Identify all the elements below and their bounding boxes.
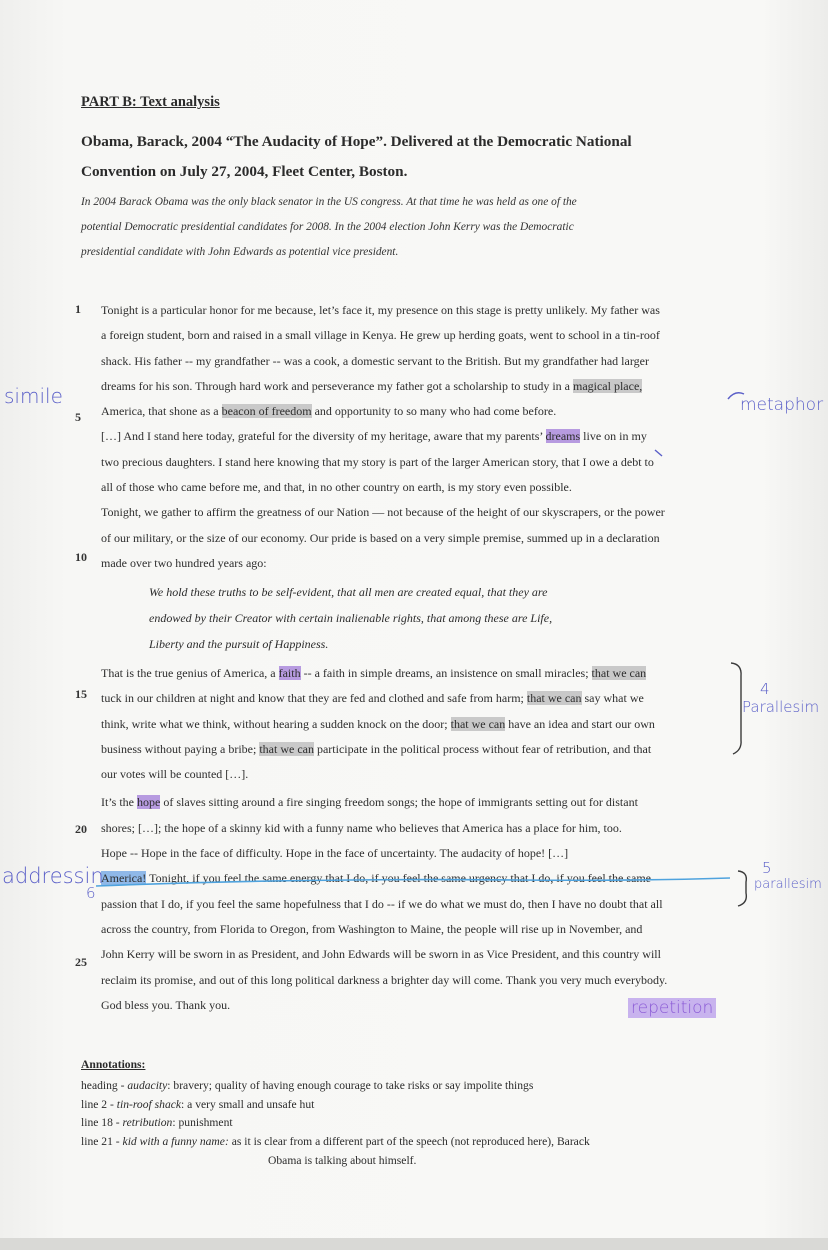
annotations <box>81 1056 741 1171</box>
quote-line: endowed by their Creator with certain inalienable rights, that among these are Life, <box>149 611 553 625</box>
intro-line: presidential candidate with John Edwards as potential vice president. <box>81 246 399 258</box>
handwritten-number-5: 5 <box>762 859 772 877</box>
speech-line: tuck in our children at night and know that they are fed and clothed and safe from harm; that we can say what we <box>101 691 644 706</box>
highlight-dreams: dreams <box>545 429 581 444</box>
quote-line: Liberty and the pursuit of Happiness. <box>149 637 329 651</box>
speech-line: all of those who came before me, and that, in no other country on earth, is my story even possible. <box>101 480 572 495</box>
annotation-item: line 18 - retribution: punishment <box>81 1116 233 1130</box>
highlight-that-we-can: that we can <box>591 666 647 680</box>
handwritten-parallelism: Parallesim <box>742 698 820 716</box>
line-number: 10 <box>75 550 87 564</box>
handwritten-addressing: addressin <box>2 864 104 888</box>
line-number: 5 <box>75 410 81 424</box>
speech-body-part-1 <box>101 298 751 576</box>
annotation-continuation: Obama is talking about himself. <box>268 1153 417 1167</box>
quote-line: We hold these truths to be self-evident, that all men are created equal, that they are <box>149 585 548 599</box>
speech-line: John Kerry will be sworn in as President, and John Edwards will be sworn in as Vice President, and this country will <box>101 947 661 962</box>
speech-line: reclaim its promise, and out of this long political darkness a brighter day will come. Thank you very much everybody. <box>101 972 668 987</box>
speech-line: made over two hundred years ago: <box>101 555 267 570</box>
annotation-item: line 21 - kid with a funny name: as it is clear from a different part of the speech (not reproduced here), Barack <box>81 1135 590 1149</box>
intro-line: potential Democratic presidential candidates for 2008. In the 2004 election John Kerry was the Democratic <box>81 221 574 233</box>
highlight-that-we-can: that we can <box>450 716 506 731</box>
title-line-2: Convention on July 27, 2004, Fleet Center, Boston. <box>81 163 408 180</box>
handwritten-repetition: repetition <box>628 998 716 1018</box>
intro-line: In 2004 Barack Obama was the only black senator in the US congress. At that time he was held as one of the <box>81 196 577 208</box>
speech-line: Tonight, we gather to affirm the greatness of our Nation — not because of the height of our skyscrapers, or the power <box>101 505 665 520</box>
speech-line: a foreign student, born and raised in a small village in Kenya. He grew up herding goats, went to school in a tin-roof <box>101 328 660 343</box>
highlight-magical-place: magical place, <box>572 378 643 393</box>
handwritten-metaphor: metaphor <box>740 395 824 415</box>
speech-line: two precious daughters. I stand here knowing that my story is part of the larger American story, that I owe a debt to <box>101 454 654 469</box>
speech-line: business without paying a bribe; that we can participate in the political process without fear of retribution, and that <box>101 741 652 756</box>
handwritten-number-6: 6 <box>86 884 96 902</box>
speech-line: across the country, from Florida to Oregon, from Washington to Maine, the people will rise up in November, and <box>101 921 643 936</box>
speech-line: It’s the hope of slaves sitting around a fire singing freedom songs; the hope of immigrants setting out for distant <box>101 795 638 810</box>
line-number: 1 <box>75 302 81 316</box>
speech-line: shack. His father -- my grandfather -- was a cook, a domestic servant to the British. But my grandfather had larger <box>101 353 649 368</box>
highlight-faith: faith <box>278 666 301 680</box>
speech-title <box>81 127 721 187</box>
speech-line: our votes will be counted […]. <box>101 767 249 782</box>
speech-line: God bless you. Thank you. <box>101 997 231 1012</box>
annotation-item: heading - audacity: bravery; quality of having enough courage to take risks or say impolite things <box>81 1078 534 1092</box>
page-bottom-edge <box>0 1238 828 1250</box>
annotation-item: line 2 - tin-roof shack: a very small and unsafe hut <box>81 1097 315 1111</box>
highlight-hope: hope <box>137 795 161 810</box>
speech-line: passion that I do, if you feel the same hopefulness that I do -- if we do what we must do, then I have no doubt that all <box>101 896 663 911</box>
line-number: 25 <box>75 955 87 969</box>
speech-line: That is the true genius of America, a faith -- a faith in simple dreams, an insistence on small miracles; that we can <box>101 666 647 680</box>
handwritten-simile: simile <box>4 384 63 408</box>
speech-line: […] And I stand here today, grateful for the diversity of my heritage, aware that my parents’ dreams live on in my <box>101 429 647 444</box>
handwritten-parallelism: parallesim <box>754 877 822 892</box>
intro-paragraph <box>81 190 721 265</box>
line-number: 20 <box>75 822 87 836</box>
speech-line: of our military, or the size of our economy. Our pride is based on a very simple premise, summed up in a declaration <box>101 530 660 545</box>
speech-body-part-2 <box>101 661 751 1018</box>
speech-line: Hope -- Hope in the face of difficulty. Hope in the face of uncertainty. The audacity of hope! […] <box>101 846 569 861</box>
highlight-beacon-of-freedom: beacon of freedom <box>221 404 312 419</box>
highlight-that-we-can: that we can <box>259 741 314 756</box>
highlight-that-we-can: that we can <box>526 691 582 706</box>
speech-line: think, write what we think, without hearing a sudden knock on the door; that we can have an idea and start our own <box>101 716 655 731</box>
title-line-1: Obama, Barack, 2004 “The Audacity of Hope”. Delivered at the Democratic National <box>81 133 632 150</box>
handwritten-number-4: 4 <box>760 680 770 698</box>
speech-line: America, that shone as a beacon of freedom and opportunity to so many who had come before. <box>101 404 557 419</box>
speech-line: dreams for his son. Through hard work and perseverance my father got a scholarship to study in a magical place, <box>101 378 643 393</box>
speech-line: shores; […]; the hope of a skinny kid with a funny name who believes that America has a place for him, too. <box>101 820 622 835</box>
line-number: 15 <box>75 687 87 701</box>
speech-line: Tonight is a particular honor for me because, let’s face it, my presence on this stage is pretty unlikely. My father was <box>101 303 660 317</box>
annotations-title: Annotations: <box>81 1058 146 1071</box>
section-heading: PART B: Text analysis <box>81 94 220 110</box>
declaration-quote <box>149 579 709 657</box>
speech-line: America! Tonight, if you feel the same energy that I do, if you feel the same urgency that I do, if you feel the same <box>101 871 651 886</box>
highlight-america: America! <box>101 871 147 886</box>
